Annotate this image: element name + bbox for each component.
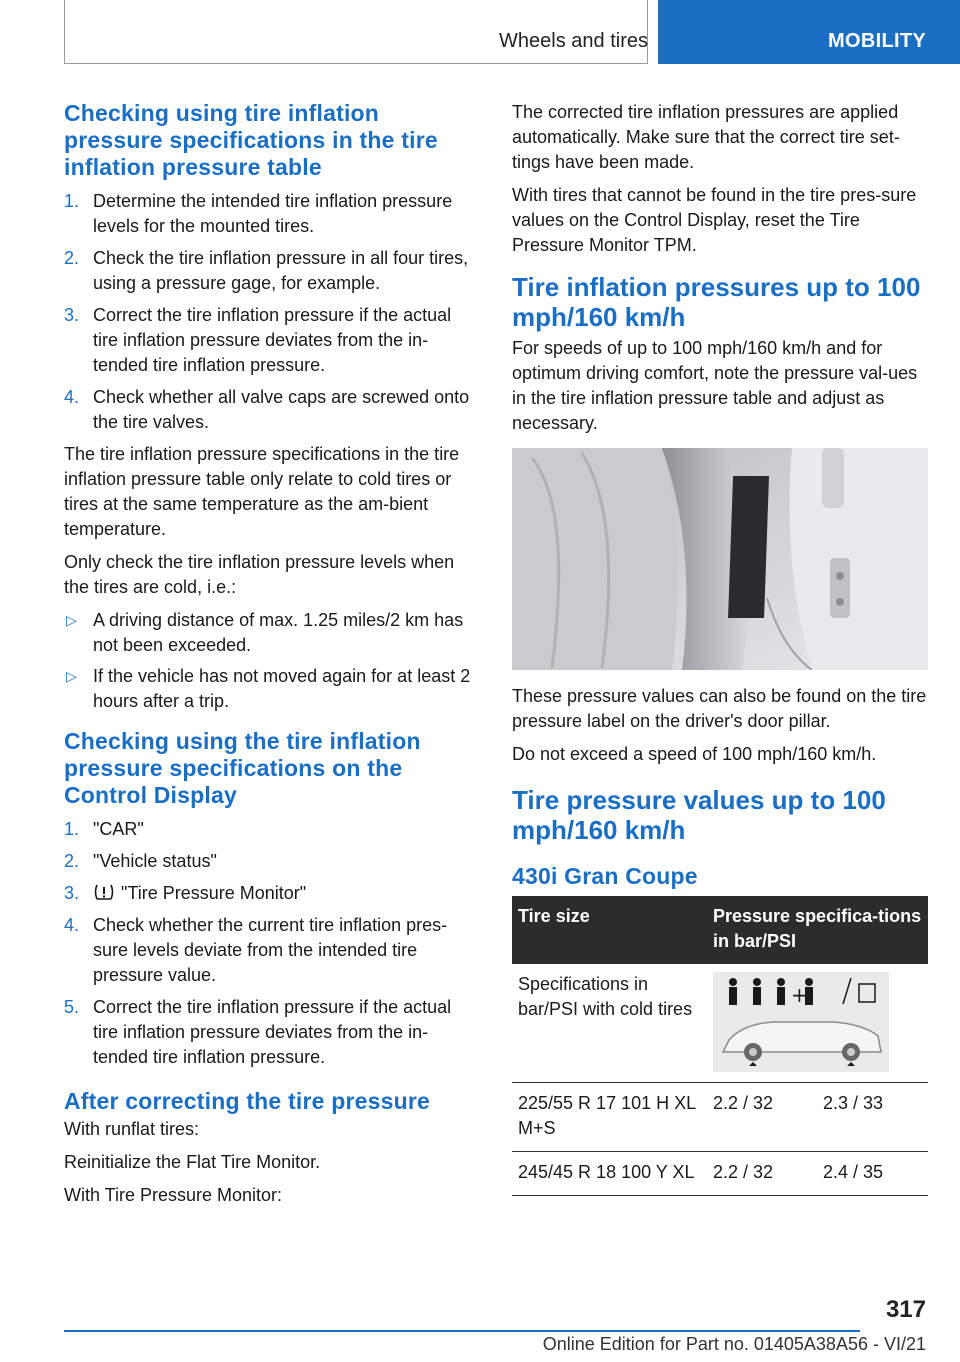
tire-pressure-table bbox=[512, 896, 928, 1196]
edition-footer: Online Edition for Part no. 01405A38A56 - VI/21 bbox=[542, 1334, 926, 1354]
triangle-bullet-icon: ▷ bbox=[66, 612, 77, 628]
cold-tires-paragraph: The tire inflation pressure specifications in the tire inflation pressure table only relate to cold tires or tires at the same temperature as the am‐bient temperature. bbox=[64, 444, 460, 539]
pressure-cell: 2.2 / 32 bbox=[707, 1152, 817, 1196]
list-item: 4. Check whether the current tire inflation pres‐sure levels deviate from the intended tire pressure value. bbox=[64, 915, 448, 985]
applied-paragraph: The corrected tire inflation pressures are applied automatically. Make sure that the correct tire set‐tings have been made. bbox=[512, 102, 900, 172]
vehicle-load-icons bbox=[713, 972, 889, 1072]
door-pillar-photo bbox=[512, 448, 928, 670]
chapter-title: MOBILITY bbox=[828, 30, 926, 52]
label-paragraph: These pressure values can also be found on the tire pressure label on the driver's door pillar. bbox=[512, 686, 927, 731]
tpm-paragraph: With Tire Pressure Monitor: bbox=[64, 1185, 283, 1205]
list-item: 1. Determine the intended tire inflation pressure levels for the mounted tires. bbox=[64, 191, 453, 236]
triangle-bullet-icon: ▷ bbox=[66, 668, 77, 684]
runflat-paragraph: With runflat tires: bbox=[64, 1119, 200, 1139]
chapter-tab bbox=[658, 0, 960, 64]
right-column bbox=[512, 100, 928, 1196]
section-title: Wheels and tires bbox=[499, 30, 648, 52]
table-row bbox=[512, 964, 928, 1083]
list-item: 3. "Tire Pressure Monitor" bbox=[64, 883, 307, 903]
list-item: ▷ If the vehicle has not moved again for at least 2 hours after a trip. bbox=[66, 666, 471, 711]
reinitialize-paragraph: Reinitialize the Flat Tire Monitor. bbox=[64, 1152, 321, 1172]
heading-display-check: Checking using the tire inflation pressure specifications on the Control Display bbox=[64, 728, 421, 808]
heading-after-correcting: After correcting the tire pressure bbox=[64, 1088, 430, 1114]
list-item: 2. Check the tire inflation pressure in all four tires, using a pressure gage, for example. bbox=[64, 248, 469, 293]
page-number: 317 bbox=[885, 1296, 926, 1323]
display-check-steps bbox=[64, 817, 478, 1070]
table-row bbox=[512, 1083, 928, 1152]
speeds-paragraph: For speeds of up to 100 mph/160 km/h and for optimum driving comfort, note the pressure val‐ues in the tire inflation pressure table and adjust as necessary. bbox=[512, 338, 918, 433]
pressure-cell: 2.3 / 33 bbox=[817, 1083, 928, 1152]
footer-divider bbox=[64, 1330, 860, 1332]
table-check-steps bbox=[64, 189, 478, 435]
exceed-paragraph: Do not exceed a speed of 100 mph/160 km/h. bbox=[512, 744, 877, 764]
left-column bbox=[64, 100, 478, 1216]
pressure-cell: 2.2 / 32 bbox=[707, 1083, 817, 1152]
list-item: ▷ A driving distance of max. 1.25 miles/2 km has not been exceeded. bbox=[66, 610, 464, 655]
heading-pressure-values: Tire pressure values up to 100 mph/160 km/h bbox=[512, 785, 886, 845]
passenger-luggage-car-icon bbox=[713, 972, 889, 1072]
spec-label-cell: Specifications in bar/PSI with cold tires bbox=[512, 964, 707, 1083]
heading-pressures-up-to: Tire inflation pressures up to 100 mph/160 km/h bbox=[512, 272, 921, 332]
not-found-paragraph: With tires that cannot be found in the tire pres‐sure values on the Control Display, reset the Tire Pressure Monitor TPM. bbox=[512, 185, 917, 255]
list-item: 4. Check whether all valve caps are screwed onto the tire valves. bbox=[64, 387, 470, 432]
door-pillar-illustration bbox=[512, 448, 928, 670]
list-item: 5. Correct the tire inflation pressure if the actual tire inflation pressure deviates from the in‐tended tire inflation pressure. bbox=[64, 997, 452, 1067]
table-header-row bbox=[512, 896, 928, 964]
list-item: 2. "Vehicle status" bbox=[64, 851, 217, 871]
heading-table-check: Checking using tire inflation pressure specifications in the tire inflation pressure table bbox=[64, 100, 438, 180]
tire-pressure-warning-icon bbox=[93, 882, 115, 902]
cold-conditions-list bbox=[64, 608, 478, 714]
list-item: 1. "CAR" bbox=[64, 819, 144, 839]
column-header-pressure: Pressure specifica‐tions in bar/PSI bbox=[707, 896, 928, 964]
svg-text:+: + bbox=[791, 983, 808, 1007]
tire-size-cell: 245/45 R 18 100 Y XL bbox=[512, 1152, 707, 1196]
column-header-tire-size: Tire size bbox=[512, 896, 707, 964]
model-heading: 430i Gran Coupe bbox=[512, 863, 698, 889]
pressure-cell: 2.4 / 35 bbox=[817, 1152, 928, 1196]
tire-size-cell: 225/55 R 17 101 H XL M+S bbox=[512, 1083, 707, 1152]
table-row bbox=[512, 1152, 928, 1196]
load-icons-cell bbox=[707, 964, 928, 1083]
only-cold-paragraph: Only check the tire inflation pressure levels when the tires are cold, i.e.: bbox=[64, 552, 455, 597]
list-item: 3. Correct the tire inflation pressure if the actual tire inflation pressure deviates from the in‐tended tire inflation pressure. bbox=[64, 305, 452, 375]
